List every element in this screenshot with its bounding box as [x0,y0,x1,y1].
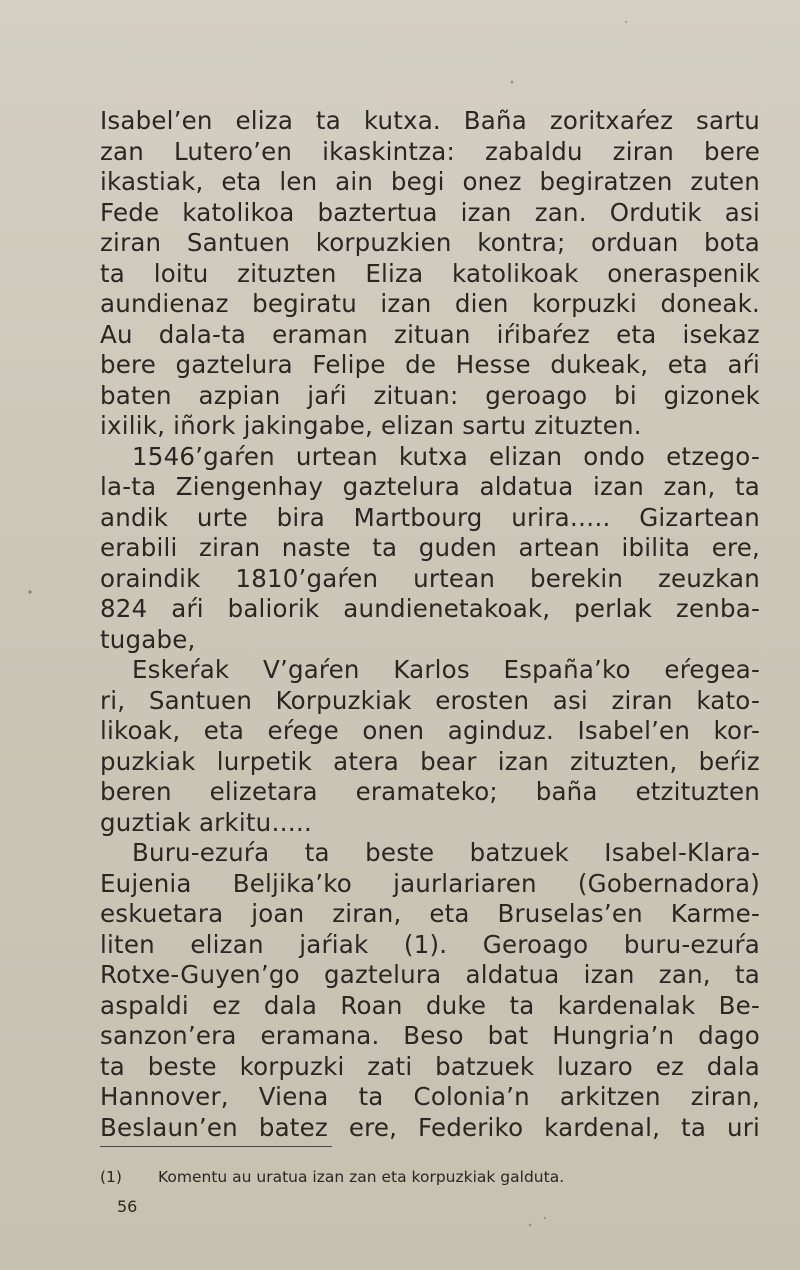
body-line: Isabel’en eliza ta kutxa. Baña zoritxaŕez sartu [100,106,760,135]
body-text [100,106,760,1143]
body-line: zan Lutero’en ikaskintza: zabaldu ziran bere [100,136,760,166]
body-line: 824 aŕi baliorik aundienetakoak, perlak zenba- [100,594,760,623]
body-line: Au dala-ta eraman zituan iŕibaŕez eta isekaz [100,319,760,349]
body-line: likoak, eta eŕege onen aginduz. Isabel’en kor- [100,716,760,745]
body-line: liten elizan jaŕiak (1). Geroago buru-ezuŕa [100,929,760,959]
footnote-marker: (1) [100,1168,122,1186]
body-line: tugabe, [100,624,196,654]
page-number: 56 [117,1197,138,1216]
body-line: ixilik, iñork jakingabe, elizan sartu zituzten. [100,411,642,440]
body-line: baten azpian jaŕi zituan: geroago bi gizonek [100,380,760,410]
body-line: oraindik 1810’gaŕen urtean berekin zeuzkan [100,563,760,593]
body-line: 1546’gaŕen urtean kutxa elizan ondo etzego- [132,441,760,471]
body-line: la-ta Ziengenhay gaztelura aldatua izan zan, ta [100,472,760,501]
body-line: ziran Santuen korpuzkien kontra; orduan bota [100,228,760,257]
body-line: puzkiak lurpetik atera bear izan zituzten, beŕiz [100,746,760,776]
body-line: ta loitu zituzten Eliza katolikoak oneraspenik [100,258,760,288]
body-line: Eujenia Beljika’ko jaurlariaren (Gobernadora) [100,868,760,898]
body-line: Hannover, Viena ta Colonia’n arkitzen ziran, [100,1082,760,1111]
body-line: eskuetara joan ziran, eta Bruselas’en Karme- [100,899,760,928]
footnote-divider [100,1146,332,1147]
body-line: sanzon’era eramana. Beso bat Hungria’n dago [100,1021,760,1050]
body-line: erabili ziran naste ta guden artean ibilita ere, [100,533,760,562]
footnote [100,1167,740,1187]
body-line: aundienaz begiratu izan dien korpuzki doneak. [100,289,760,318]
body-line: Rotxe-Guyen’go gaztelura aldatua izan zan, ta [100,960,760,989]
body-line: Fede katolikoa baztertua izan zan. Ordutik asi [100,197,760,227]
body-line: ri, Santuen Korpuzkiak erosten asi ziran kato- [100,685,760,715]
body-line: ta beste korpuzki zati batzuek luzaro ez dala [100,1051,760,1081]
body-line: guztiak arkitu….. [100,807,313,837]
body-line: bere gaztelura Felipe de Hesse dukeak, eta aŕi [100,350,760,379]
body-line: ikastiak, eta len ain begi onez begiratzen zuten [100,167,760,196]
body-line: Buru-ezuŕa ta beste batzuek Isabel-Klara- [132,838,760,867]
body-line: andik urte bira Martbourg urira….. Gizartean [100,502,760,532]
body-line: aspaldi ez dala Roan duke ta kardenalak Be- [100,990,760,1020]
footnote-text: Komentu au uratua izan zan eta korpuzkiak galduta. [158,1168,565,1186]
body-line: beren elizetara eramateko; baña etzituzten [100,777,760,806]
body-line: Beslaun’en batez ere, Federiko kardenal, ta uri [100,1112,760,1142]
body-line: Eskeŕak V’gaŕen Karlos España’ko eŕegea- [132,655,760,684]
